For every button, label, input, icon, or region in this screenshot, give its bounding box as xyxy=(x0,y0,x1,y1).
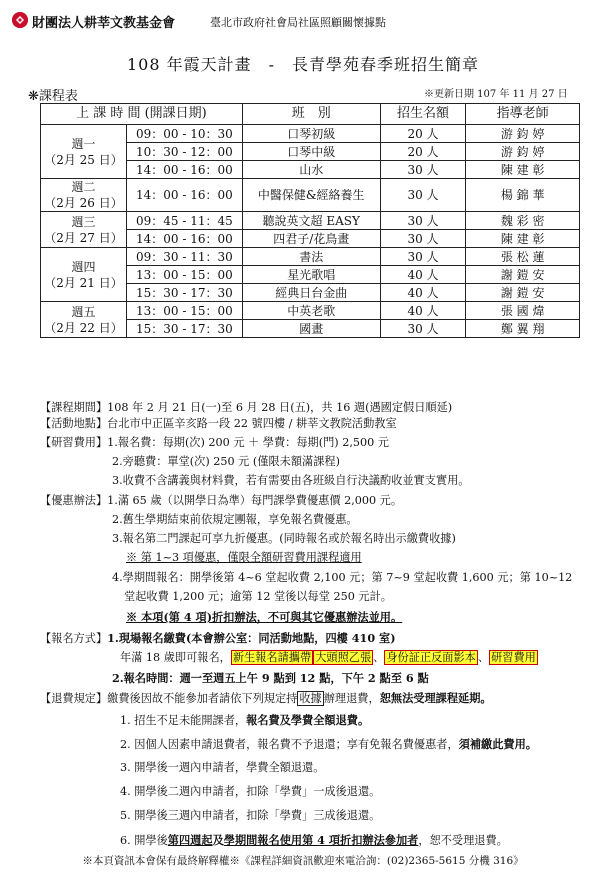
header-time: 上 課 時 間 (開課日期) xyxy=(41,104,243,125)
refund-item-4: 4. 開學後二週內申請者，扣除「學費」一成後退還。 xyxy=(120,785,381,798)
day-cell xyxy=(41,179,127,212)
header-teacher: 指導老師 xyxy=(466,104,580,125)
time-cell: 15：30 - 17：30 xyxy=(126,284,242,302)
discount-item-2: 2.舊生學期結束前依規定團報，享免報名費優惠。 xyxy=(112,513,358,526)
quota-cell: 30 人 xyxy=(380,248,466,266)
refund-item-5: 5. 開學後三週內申請者，扣除「學費」三成後退還。 xyxy=(120,809,381,822)
refund-intro-b: 辦理退費， xyxy=(323,692,380,705)
signup-requirements: 年滿 18 歲即可報名， 新生報名請攜帶 大頭照乙張 、 身份証正反面影本 、 研習費用 xyxy=(120,651,536,664)
quota-cell: 30 人 xyxy=(380,179,466,212)
teacher-cell: 游 鈞 婷 xyxy=(466,125,580,143)
refund-item-2 xyxy=(120,737,537,753)
course-section-heading: ❋課程表 xyxy=(28,89,78,104)
day-cell xyxy=(41,212,127,248)
day-start-date: （2月 26 日） xyxy=(44,196,123,210)
venue-label: 【活動地點】 xyxy=(40,417,108,430)
quota-cell: 30 人 xyxy=(380,320,466,338)
class-cell: 經典日台金曲 xyxy=(242,284,380,302)
time-cell: 10：30 - 12：00 xyxy=(126,143,242,161)
refund-label: 【退費規定】 xyxy=(40,692,108,705)
signup-item-1: 1.現場報名繳費(本會辦公室：同活動地點，四樓 410 室) xyxy=(107,631,396,645)
signup-label: 【報名方式】 xyxy=(40,632,108,645)
teacher-cell: 魏 彩 密 xyxy=(466,212,580,230)
teacher-cell: 張 松 蓮 xyxy=(466,248,580,266)
teacher-cell: 游 鈞 婷 xyxy=(466,143,580,161)
venue-text: 台北市中正區辛亥路一段 22 號四樓 / 耕莘文教院活動教室 xyxy=(107,417,397,430)
table-header-row xyxy=(41,104,580,125)
teacher-cell: 鄭 翼 翔 xyxy=(466,320,580,338)
time-cell: 13：00 - 15：00 xyxy=(126,266,242,284)
class-cell: 書法 xyxy=(242,248,380,266)
table-row xyxy=(41,248,580,266)
quota-cell: 20 人 xyxy=(380,125,466,143)
refund-2-bold: 須補繳此費用。 xyxy=(458,737,537,751)
signup-row xyxy=(40,631,396,647)
refund-6e: ，恕不受理退費。 xyxy=(418,834,508,847)
day-start-date: （2月 21 日） xyxy=(44,275,123,290)
day-start-date: （2月 27 日） xyxy=(44,230,123,245)
discount-row xyxy=(40,494,402,509)
table-row xyxy=(41,125,580,143)
table-row xyxy=(41,212,580,230)
time-cell: 09：45 - 11：45 xyxy=(126,212,242,230)
class-cell: 口琴初級 xyxy=(242,125,380,143)
class-cell: 國畫 xyxy=(242,320,380,338)
discount-item-1: 1.滿 65 歲（以開學日為準）每門課學費優惠價 2,000 元。 xyxy=(107,494,403,507)
day-cell xyxy=(41,248,127,302)
foundation-logo-icon xyxy=(12,12,28,28)
highlight-fee: 研習費用 xyxy=(491,651,536,664)
discount-note: ※ 第 1~3 項優惠，僅限全額研習費用課程適用 xyxy=(126,551,362,564)
teacher-cell: 陳 建 彰 xyxy=(466,230,580,248)
teacher-cell: 謝 鎧 安 xyxy=(466,284,580,302)
refund-item-6 xyxy=(120,833,508,849)
time-cell: 14：00 - 16：00 xyxy=(126,179,242,212)
day-cell xyxy=(41,125,127,179)
teacher-cell: 陳 建 彰 xyxy=(466,161,580,179)
day-name: 週一 xyxy=(71,136,96,151)
refund-item-1 xyxy=(120,713,369,729)
teacher-cell: 楊 錦 華 xyxy=(466,179,580,212)
page-header xyxy=(6,10,600,32)
refund-intro: 繳費後因故不能參加者請依下列規定持 xyxy=(107,692,298,705)
schedule-body xyxy=(41,125,580,338)
discount-item-3: 3.報名第二門課起可享九折優惠。(同時報名或於報名時出示繳費收據) xyxy=(112,532,456,545)
receipt-box: 收據 xyxy=(299,692,322,705)
footer-note: ※本頁資訊本會保有最終解釋權※《課程詳細資訊歡迎來電洽詢：(02)2365-5615 分機 316》 xyxy=(82,855,524,867)
discount-item-4b: 堂起收費 1,200 元；逾第 12 堂後以每堂 250 元計。 xyxy=(124,590,392,603)
fee-row xyxy=(40,436,389,451)
signup-age-text: 年滿 18 歲即可報名， xyxy=(120,651,231,664)
time-cell: 14：00 - 16：00 xyxy=(126,230,242,248)
refund-1-text: 1. 招生不足未能開課者， xyxy=(120,714,247,727)
time-cell: 09：30 - 11：30 xyxy=(126,248,242,266)
class-cell: 中醫保健&經絡養生 xyxy=(242,179,380,212)
refund-no-extension: 恕無法受理課程延期。 xyxy=(379,691,492,705)
class-cell: 四君子/花鳥畫 xyxy=(242,230,380,248)
update-date: ※更新日期 107 年 11 月 27 日 xyxy=(424,89,568,100)
day-name: 週五 xyxy=(71,304,96,319)
day-name: 週三 xyxy=(71,214,96,229)
discount-item-4a: 4.學期間報名：開學後第 4~6 堂起收費 2,100 元；第 7~9 堂起收費 1,600 元；第 10~12 xyxy=(112,571,573,584)
fee-item-2: 2.旁聽費：單堂(次) 250 元 (僅限未額滿課程) xyxy=(112,455,340,468)
quota-cell: 40 人 xyxy=(380,266,466,284)
highlight-photo: 大頭照乙張 xyxy=(315,651,372,664)
discount-label: 【優惠辦法】 xyxy=(40,494,108,507)
highlight-id-copy: 身份証正反面影本 xyxy=(386,651,476,664)
day-start-date: （2月 22 日） xyxy=(44,320,123,335)
quota-cell: 40 人 xyxy=(380,302,466,320)
class-cell: 聽說英文超 EASY xyxy=(242,212,380,230)
day-cell xyxy=(41,302,127,338)
header-subtitle: 臺北市政府社會局社區照顧關懷據點 xyxy=(210,16,386,29)
teacher-cell: 謝 鎧 安 xyxy=(466,266,580,284)
header-class: 班 別 xyxy=(242,104,380,125)
period-text: 108 年 2 月 21 日(一)至 6 月 28 日(五)，共 16 週(遇國定假日順延) xyxy=(107,401,453,414)
refund-6d: 學期間報名使用第 4 項折扣辦法參加者 xyxy=(223,833,419,847)
refund-6a: 6. 開學後 xyxy=(120,834,168,847)
quota-cell: 30 人 xyxy=(380,230,466,248)
refund-row xyxy=(40,691,492,707)
time-cell: 14：00 - 16：00 xyxy=(126,161,242,179)
quota-cell: 40 人 xyxy=(380,284,466,302)
table-row xyxy=(41,179,580,212)
refund-6c: 及 xyxy=(212,833,224,847)
org-name: 財團法人耕莘文教基金會 xyxy=(32,16,176,31)
class-cell: 星光歌唱 xyxy=(242,266,380,284)
time-cell: 09：00 - 10：30 xyxy=(126,125,242,143)
period-row xyxy=(40,401,452,416)
time-cell: 13：00 - 15：00 xyxy=(126,302,242,320)
header-quota: 招生名額 xyxy=(380,104,466,125)
refund-1-bold: 報名費及學費全額退費。 xyxy=(246,713,370,727)
highlight-new-student: 新生報名請攜帶 xyxy=(232,651,312,664)
day-name: 週四 xyxy=(71,259,96,274)
fee-item-3: 3.收費不含講義與材料費，若有需要由各班級自行決議酌收並實支實用。 xyxy=(112,474,470,487)
signup-item-2: 2.報名時間：週一至週五上午 9 點到 12 點，下午 2 點至 6 點 xyxy=(112,671,429,685)
day-start-date: （2月 25 日） xyxy=(44,152,123,167)
quota-cell: 20 人 xyxy=(380,143,466,161)
discount-note-2: ※ 本項(第 4 項)折扣辦法，不可與其它優惠辦法並用。 xyxy=(126,610,403,624)
class-cell: 中英老歌 xyxy=(242,302,380,320)
venue-row xyxy=(40,417,397,432)
class-cell: 口琴中級 xyxy=(242,143,380,161)
fee-item-1: 1.報名費：每期(次) 200 元 ＋ 學費：每期(門) 2,500 元 xyxy=(107,436,389,449)
quota-cell: 30 人 xyxy=(380,212,466,230)
refund-2-text: 2. 因個人因素申請退費者，報名費不予退還；享有免報名費優惠者， xyxy=(120,738,459,751)
day-name: 週二 xyxy=(71,180,96,194)
teacher-cell: 張 國 煒 xyxy=(466,302,580,320)
period-label: 【課程期間】 xyxy=(40,401,108,414)
class-cell: 山水 xyxy=(242,161,380,179)
page-title: 108 年霞天計畫 - 長青學苑春季班招生簡章 xyxy=(126,55,480,74)
table-row xyxy=(41,302,580,320)
refund-item-3: 3. 開學後一週內申請者，學費全額退還。 xyxy=(120,761,325,774)
refund-6b: 第四週起 xyxy=(167,833,213,847)
course-schedule-table xyxy=(40,103,580,338)
fee-label: 【研習費用】 xyxy=(40,436,108,449)
time-cell: 15：30 - 17：30 xyxy=(126,320,242,338)
quota-cell: 30 人 xyxy=(380,161,466,179)
